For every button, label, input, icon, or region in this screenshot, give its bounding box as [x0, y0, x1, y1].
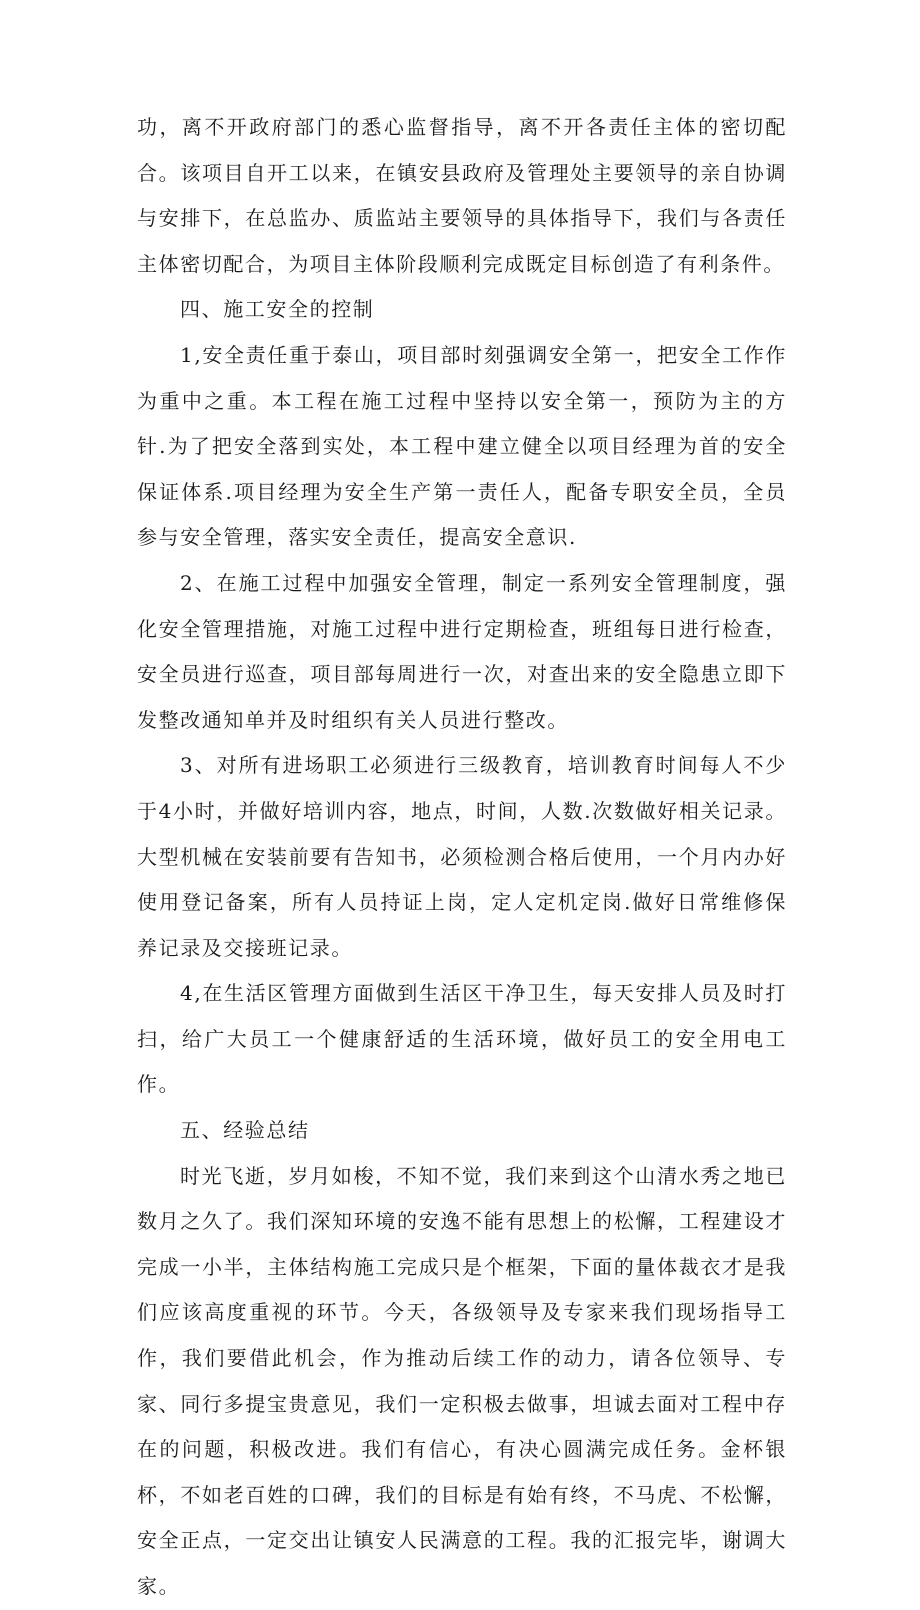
- section-heading-safety-control: 四、施工安全的控制: [180, 297, 375, 322]
- document-body: [137, 105, 787, 1610]
- paragraph-intro-continued: 功，离不开政府部门的悉心监督指导，离不开各责任主体的密切配合。该项目自开工以来，在镇安县政府及管理处主要领导的亲自协调与安排下，在总监办、质监站主要领导的具体指导下，我们与各责任主体密切配合，为项目主体阶段顺利完成既定目标创造了有利条件。: [137, 115, 787, 276]
- section-heading-experience-summary: 五、经验总结: [180, 1118, 310, 1143]
- paragraph-summary: 时光飞逝，岁月如梭，不知不觉，我们来到这个山清水秀之地已数月之久了。我们深知环境的安逸不能有思想上的松懈，工程建设才完成一小半，主体结构施工完成只是个框架，下面的量体裁衣才是我们应该高度重视的环节。今天，各级领导及专家来我们现场指导工作，我们要借此机会，作为推动后续工作的动力，请各位领导、专家、同行多提宝贵意见，我们一定积极去做事，坦诚去面对工程中存在的问题，积极改进。我们有信心，有决心圆满完成任务。金杯银杯，不如老百姓的口碑，我们的目标是有始有终，不马虎、不松懈，安全正点，一定交出让镇安人民满意的工程。我的汇报完毕，谢调大家。: [137, 1163, 787, 1598]
- paragraph-safety-1: 1,安全责任重于泰山，项目部时刻强调安全第一，把安全工作作为重中之重。本工程在施工过程中坚持以安全第一，预防为主的方针.为了把安全落到实处，本工程中建立健全以项目经理为首的安全保证体系.项目经理为安全生产第一责任人，配备专职安全员，全员参与安全管理，落实安全责任，提高安全意识.: [137, 342, 787, 550]
- paragraph-safety-3: 3、对所有进场职工必须进行三级教育，培训教育时间每人不少于4小时，并做好培训内容，地点，时间，人数.次数做好相关记录。大型机械在安装前要有告知书，必须检测合格后使用，一个月内办好使用登记备案，所有人员持证上岗，定人定机定岗.做好日常维修保养记录及交接班记录。: [137, 753, 787, 960]
- paragraph-safety-4: 4,在生活区管理方面做到生活区干净卫生，每天安排人员及时打扫，给广大员工一个健康舒适的生活环境，做好员工的安全用电工作。: [137, 981, 787, 1097]
- paragraph-safety-2: 2、在施工过程中加强安全管理，制定一系列安全管理制度，强化安全管理措施，对施工过程中进行定期检查，班组每日进行检查，安全员进行巡查，项目部每周进行一次，对查出来的安全隐患立即下发整改通知单并及时组织有关人员进行整改。: [137, 570, 787, 732]
